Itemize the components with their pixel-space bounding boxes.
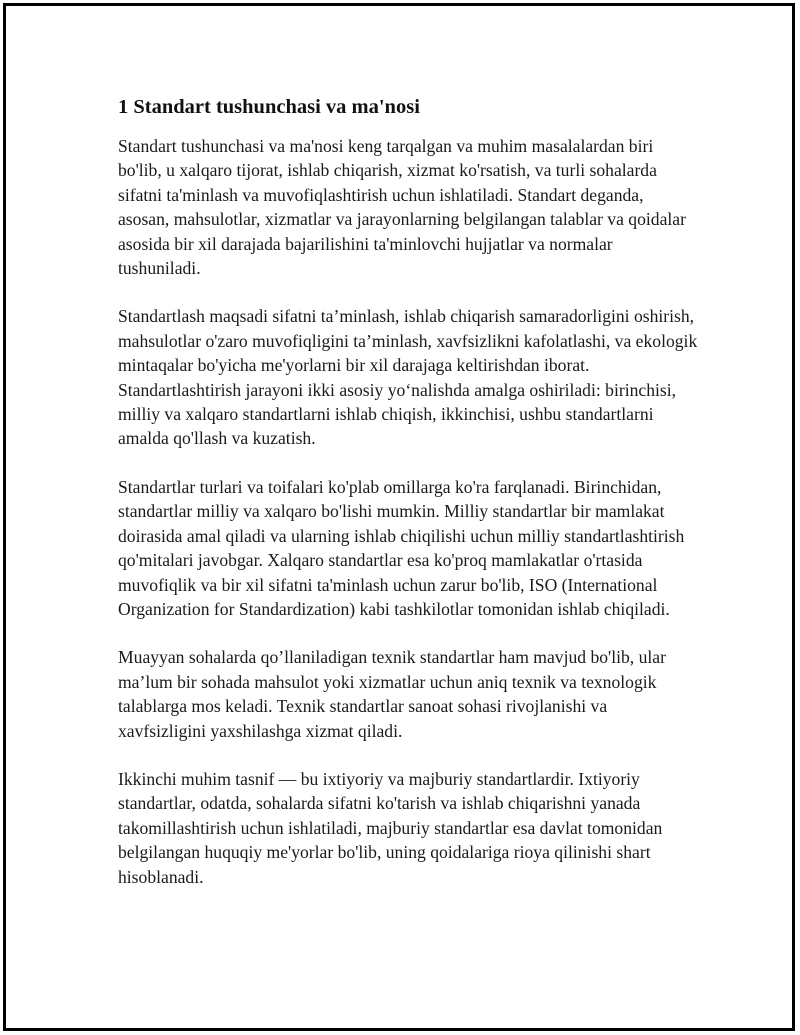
paragraph-purpose: Standartlash maqsadi sifatni ta’minlash, ishlab chiqarish samaradorligini oshirish, mahsulotlar o'zaro muvofiqligini ta’minlash, xavfsizlikni kafolatlashi, va ekologik mintaqalar bo'yicha me'yorlarni bir xil darajaga keltirishdan iborat. Standartlashtirish jarayoni ikki asosiy yo‘nalishda amalga oshiriladi: birinchisi, milliy va xalqaro standartlarni ishlab chiqish, ikkinchisi, ushbu standartlarni amalda qo'llash va kuzatish. <box>118 306 698 449</box>
paragraph-definition: Standart tushunchasi va ma'nosi keng tarqalgan va muhim masalalardan biri bo'lib, u xalqaro tijorat, ishlab chiqarish, xizmat ko'rsatish, va turli sohalarda sifatni ta'minlash va muvofiqlashtirish uchun ishlatiladi. Standart deganda, asosan, mahsulotlar, xizmatlar va jarayonlarning belgilangan talablar va qoidalar asosida bir xil darajada bajarilishini ta'minlovchi hujjatlar va normalar tushuniladi. <box>118 136 686 279</box>
paragraph-types: Standartlar turlari va toifalari ko'plab omillarga ko'ra farqlanadi. Birinchidan, standartlar milliy va xalqaro bo'lishi mumkin. Milliy standartlar bir mamlakat doirasida amal qiladi va ularning ishlab chiqilishi uchun milliy standartlashtirish qo'mitalari javobgar. Xalqaro standartlar esa ko'proq mamlakatlar o'rtasida muvofiqlik va bir xil sifatni ta'minlash uchun zarur bo'lib, ISO (International Organization for Standardization) kabi tashkilotlar tomonidan ishlab chiqiladi. <box>118 476 685 619</box>
paragraph-technical: Muayyan sohalarda qo’llaniladigan texnik standartlar ham mavjud bo'lib, ular ma’lum bir sohada mahsulot yoki xizmatlar uchun aniq texnik va texnologik talablarga mos keladi. Texnik standartlar sanoat sohasi rivojlanishi va xavfsizligini yaxshilashga xizmat qiladi. <box>118 647 666 741</box>
paragraph-classification: Ikkinchi muhim tasnif — bu ixtiyoriy va majburiy standartlardir. Ixtiyoriy standartlar, odatda, sohalarda sifatni ko'tarish va ishlab chiqarishni yanada takomillashtirish uchun ishlatiladi, majburiy standartlar esa davlat tomonidan belgilangan huquqiy me'yorlar bo'lib, uning qoidalariga rioya qilinishi shart hisoblanadi. <box>118 768 663 887</box>
section-title: 1 Standart tushunchasi va ma'nosi <box>118 96 420 118</box>
document-body <box>118 94 698 913</box>
